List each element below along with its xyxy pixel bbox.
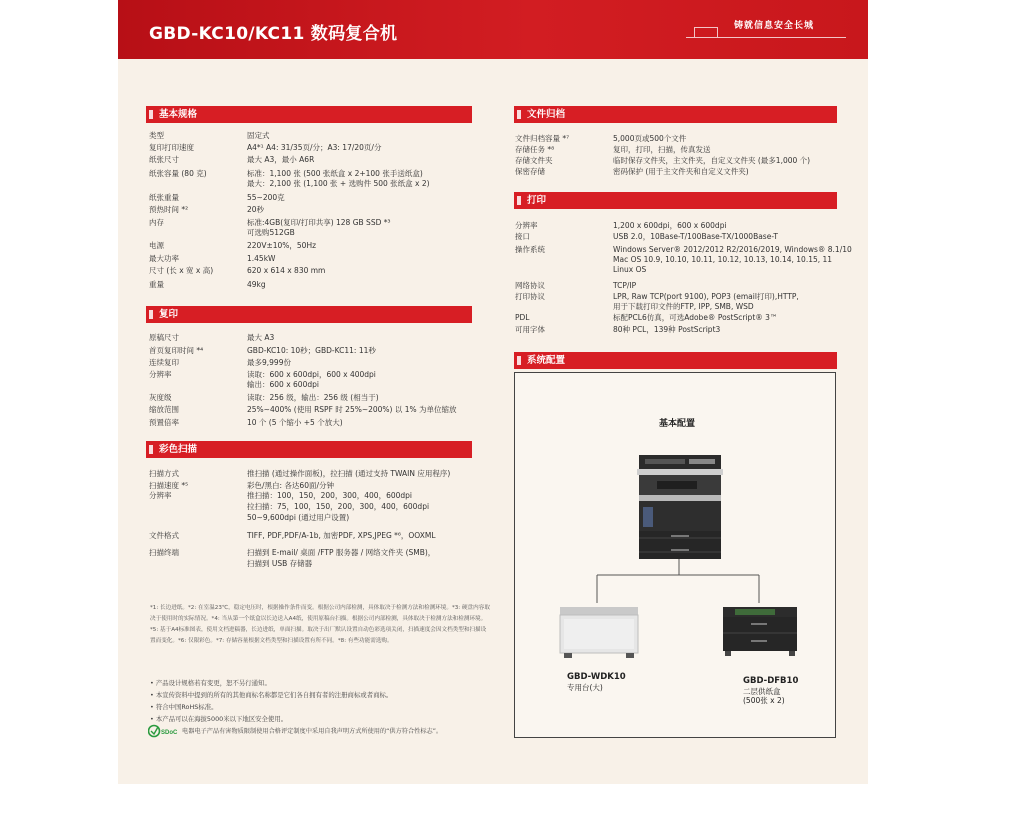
slogan-block bbox=[686, 15, 846, 43]
spec-label: 扫描速度 *⁵ bbox=[149, 481, 189, 490]
section-title: 系统配置 bbox=[527, 355, 566, 366]
spec-value: 最大 A3，最小 A6R bbox=[247, 155, 315, 164]
feeder-desc: 二层供纸盒 bbox=[743, 687, 781, 696]
disclaimer-text: 产品设计规格若有变更，恕不另行通知。 bbox=[155, 679, 271, 687]
spec-label: 纸张重量 bbox=[149, 193, 179, 202]
basic-config-label: 基本配置 bbox=[659, 419, 696, 429]
system-config-diagram bbox=[514, 372, 836, 738]
spec-value: 标配PCL6仿真，可选Adobe® PostScript® 3™ bbox=[613, 313, 778, 322]
spec-label: 扫描终端 bbox=[149, 548, 179, 557]
spec-value: 拉扫描：75，100，150，200，300，400，600dpi bbox=[247, 502, 430, 511]
spec-value: 临时保存文件夹，主文件夹，自定义文件夹 (最多1,000 个) bbox=[613, 156, 811, 165]
disclaimer-text: 符合中国RoHS标准。 bbox=[155, 703, 218, 711]
spec-label: 纸张尺寸 bbox=[149, 155, 179, 164]
spec-label: 操作系统 bbox=[515, 245, 545, 254]
spec-value: 标准：1,100 张 (500 张纸盒 x 2+100 张手送纸盒) bbox=[247, 169, 423, 178]
bullet-icon: • bbox=[150, 679, 156, 687]
spec-label: 保密存储 bbox=[515, 167, 545, 176]
section-header-copy bbox=[146, 306, 472, 323]
spec-value: TIFF, PDF,PDF/A-1b, 加密PDF, XPS,JPEG *⁶，OOXML bbox=[247, 531, 436, 540]
spec-label: PDL bbox=[515, 313, 530, 322]
spec-label: 文件归档容量 *⁷ bbox=[515, 134, 570, 143]
stand-cabinet-image bbox=[558, 605, 640, 659]
spec-label: 复印打印速度 bbox=[149, 143, 194, 152]
bullet-icon: • bbox=[150, 691, 156, 699]
spec-value: 密码保护 (用于主文件夹和自定义文件夹) bbox=[613, 167, 749, 176]
section-marker bbox=[517, 110, 521, 119]
spec-value: 1,200 x 600dpi，600 x 600dpi bbox=[613, 221, 727, 230]
spec-value: 620 x 614 x 830 mm bbox=[247, 266, 326, 275]
spec-value: 用于下载打印文件的FTP, IPP, SMB, WSD bbox=[613, 302, 754, 311]
section-title: 复印 bbox=[159, 309, 179, 320]
section-title: 文件归档 bbox=[527, 109, 566, 120]
section-header-print bbox=[514, 192, 837, 209]
spec-label: 预置倍率 bbox=[149, 418, 179, 427]
spec-value: 扫描到 USB 存储器 bbox=[247, 559, 313, 568]
spec-label: 存储文件夹 bbox=[515, 156, 553, 165]
bullet-icon: • bbox=[150, 703, 156, 711]
disclaimer-text: 本产品可以在海拔5000米以下地区安全使用。 bbox=[155, 715, 288, 723]
spec-value: 80种 PCL，139种 PostScript3 bbox=[613, 325, 721, 334]
spec-value: USB 2.0，10Base-T/100Base-TX/1000Base-T bbox=[613, 232, 778, 241]
section-marker bbox=[517, 196, 521, 205]
paper-feed-unit-image bbox=[721, 605, 799, 659]
spec-label: 首页复印时间 *⁴ bbox=[149, 346, 204, 355]
spec-value: 输出：600 x 600dpi bbox=[247, 380, 319, 389]
spec-value: Mac OS 10.9, 10.10, 10.11, 10.12, 10.13, 10.14, 10.15, 11 bbox=[613, 255, 833, 264]
section-marker bbox=[149, 445, 153, 454]
bullet-icon: • bbox=[150, 715, 156, 723]
spec-value: 5,000页或500个文件 bbox=[613, 134, 687, 143]
footnote-line: 置而变化。*6: 仅限彩色。*7: 存储容量根据文档类型和扫描设置有所不同。*8: 有些功能需选购。 bbox=[150, 638, 393, 644]
spec-value: 读取：600 x 600dpi，600 x 400dpi bbox=[247, 370, 376, 379]
section-header-document-filing bbox=[514, 106, 837, 123]
page-title: GBD-KC10/KC11 数码复合机 bbox=[149, 24, 398, 44]
spec-label: 分辨率 bbox=[149, 491, 172, 500]
spec-value: 最大 A3 bbox=[247, 333, 275, 342]
slogan-text: 铸就信息安全长城 bbox=[734, 21, 815, 31]
spec-value: 推扫描 (通过操作面板)，拉扫描 (通过支持 TWAIN 应用程序) bbox=[247, 469, 451, 478]
sdoc-logo-icon bbox=[148, 724, 180, 738]
brochure-page bbox=[118, 0, 868, 784]
sdoc-logo-text: SDoC bbox=[161, 730, 178, 736]
spec-value: 固定式 bbox=[247, 131, 270, 140]
spec-label: 最大功率 bbox=[149, 254, 179, 263]
spec-label: 文件格式 bbox=[149, 531, 179, 540]
spec-label: 扫描方式 bbox=[149, 469, 179, 478]
spec-value: 20秒 bbox=[247, 205, 265, 214]
footnote-line: *5: 基于A4标准图表，使用文档进稿器，长边进纸，单面扫描。取决于出厂默认设置自动色彩选项关闭，扫描速度会因文档类型和扫描设 bbox=[150, 627, 487, 633]
spec-value: 推扫描：100，150，200，300，400，600dpi bbox=[247, 491, 412, 500]
stand-desc: 专用台(大) bbox=[567, 683, 603, 692]
spec-label: 电源 bbox=[149, 241, 164, 250]
section-header-system bbox=[514, 352, 837, 369]
spec-value: 扫描到 E-mail/ 桌面 /FTP 服务器 / 网络文件夹 (SMB)， bbox=[247, 548, 436, 557]
spec-value: 最多9,999份 bbox=[247, 358, 291, 367]
section-marker bbox=[517, 356, 521, 365]
spec-label: 存储任务 *⁸ bbox=[515, 145, 555, 154]
spec-label: 纸张容量 (80 克) bbox=[149, 169, 207, 178]
section-title: 打印 bbox=[527, 195, 547, 206]
section-title: 彩色扫描 bbox=[159, 444, 198, 455]
spec-value: Windows Server® 2012/2012 R2/2016/2019, Windows® 8.1/10 bbox=[613, 245, 852, 254]
section-marker bbox=[149, 110, 153, 119]
rohs-line bbox=[148, 724, 478, 738]
spec-value: 10 个 (5 个缩小 +5 个放大) bbox=[247, 418, 343, 427]
spec-label: 接口 bbox=[515, 232, 530, 241]
stand-model: GBD-WDK10 bbox=[567, 672, 626, 682]
spec-value: 标准:4GB(复印/打印共享) 128 GB SSD *³ bbox=[247, 218, 391, 227]
section-header-basic-specs bbox=[146, 106, 472, 123]
header-banner bbox=[118, 0, 868, 59]
spec-value: 复印，打印，扫描，传真发送 bbox=[613, 145, 711, 154]
spec-label: 打印协议 bbox=[515, 292, 545, 301]
footnote-line: 决于使用时的实际情况。*4: 当从第一个纸盒以长边送入A4纸，使用原稿台扫描。根据公司内部检测，具体取决于检测方法和检测环境。 bbox=[150, 616, 487, 622]
spec-value: 55~200克 bbox=[247, 193, 285, 202]
spec-label: 连续复印 bbox=[149, 358, 179, 367]
disclaimer-text: 本宣传资料中提到的所有的其他商标名称都是它们各自拥有者的注册商标或者商标。 bbox=[155, 691, 393, 699]
spec-value: 50~9,600dpi (通过用户设置) bbox=[247, 513, 350, 522]
section-marker bbox=[149, 310, 153, 319]
section-title: 基本规格 bbox=[159, 109, 198, 120]
spec-value: A4*¹ A4: 31/35页/分；A3: 17/20页/分 bbox=[247, 143, 382, 152]
spec-label: 灰度级 bbox=[149, 393, 172, 402]
spec-label: 预热时间 *² bbox=[149, 205, 189, 214]
spec-label: 分辨率 bbox=[515, 221, 538, 230]
spec-label: 类型 bbox=[149, 131, 164, 140]
spec-label: 重量 bbox=[149, 280, 164, 289]
spec-value: 220V±10%，50Hz bbox=[247, 241, 317, 250]
spec-value: 最大：2,100 张 (1,100 张 + 选购件 500 张纸盒 x 2) bbox=[247, 179, 430, 188]
spec-label: 分辨率 bbox=[149, 370, 172, 379]
footnote-line: *1: 长边进纸。*2: 在室温23℃，稳定电压时，根据操作条件而变。根据公司内部检测，具体取决于检测方法和检测环境。*3: 硬盘内容取 bbox=[150, 605, 490, 611]
spec-value: TCP/IP bbox=[613, 281, 637, 290]
spec-label: 网络协议 bbox=[515, 281, 545, 290]
spec-value: 49kg bbox=[247, 280, 266, 289]
slogan-underline bbox=[686, 37, 846, 38]
spec-label: 尺寸 (长 x 宽 x 高) bbox=[149, 266, 214, 275]
spec-label: 缩放范围 bbox=[149, 405, 179, 414]
spec-label: 可用字体 bbox=[515, 325, 545, 334]
spec-value: 25%~400% (使用 RSPF 时 25%~200%) 以 1% 为单位缩放 bbox=[247, 405, 457, 414]
spec-label: 内存 bbox=[149, 218, 164, 227]
spec-label: 原稿尺寸 bbox=[149, 333, 179, 342]
feeder-model: GBD-DFB10 bbox=[743, 676, 799, 686]
section-header-color-scan bbox=[146, 441, 472, 458]
spec-value: Linux OS bbox=[613, 265, 647, 274]
spec-value: LPR, Raw TCP(port 9100), POP3 (email打印),HTTP, bbox=[613, 292, 799, 301]
spec-value: 1.45kW bbox=[247, 254, 276, 263]
rohs-note: 电器电子产品有害物质限制使用合格评定制度中采用自我声明方式所使用的“供方符合性标志”。 bbox=[182, 728, 443, 735]
spec-value: 彩色/黑白: 各达60面/分钟 bbox=[247, 481, 335, 490]
spec-value: 读取：256 级，输出：256 级 (相当于) bbox=[247, 393, 379, 402]
spec-value: 可选购512GB bbox=[247, 228, 295, 237]
feeder-desc-capacity: (500张 x 2) bbox=[743, 696, 785, 705]
spec-value: GBD-KC10: 10秒；GBD-KC11: 11秒 bbox=[247, 346, 376, 355]
